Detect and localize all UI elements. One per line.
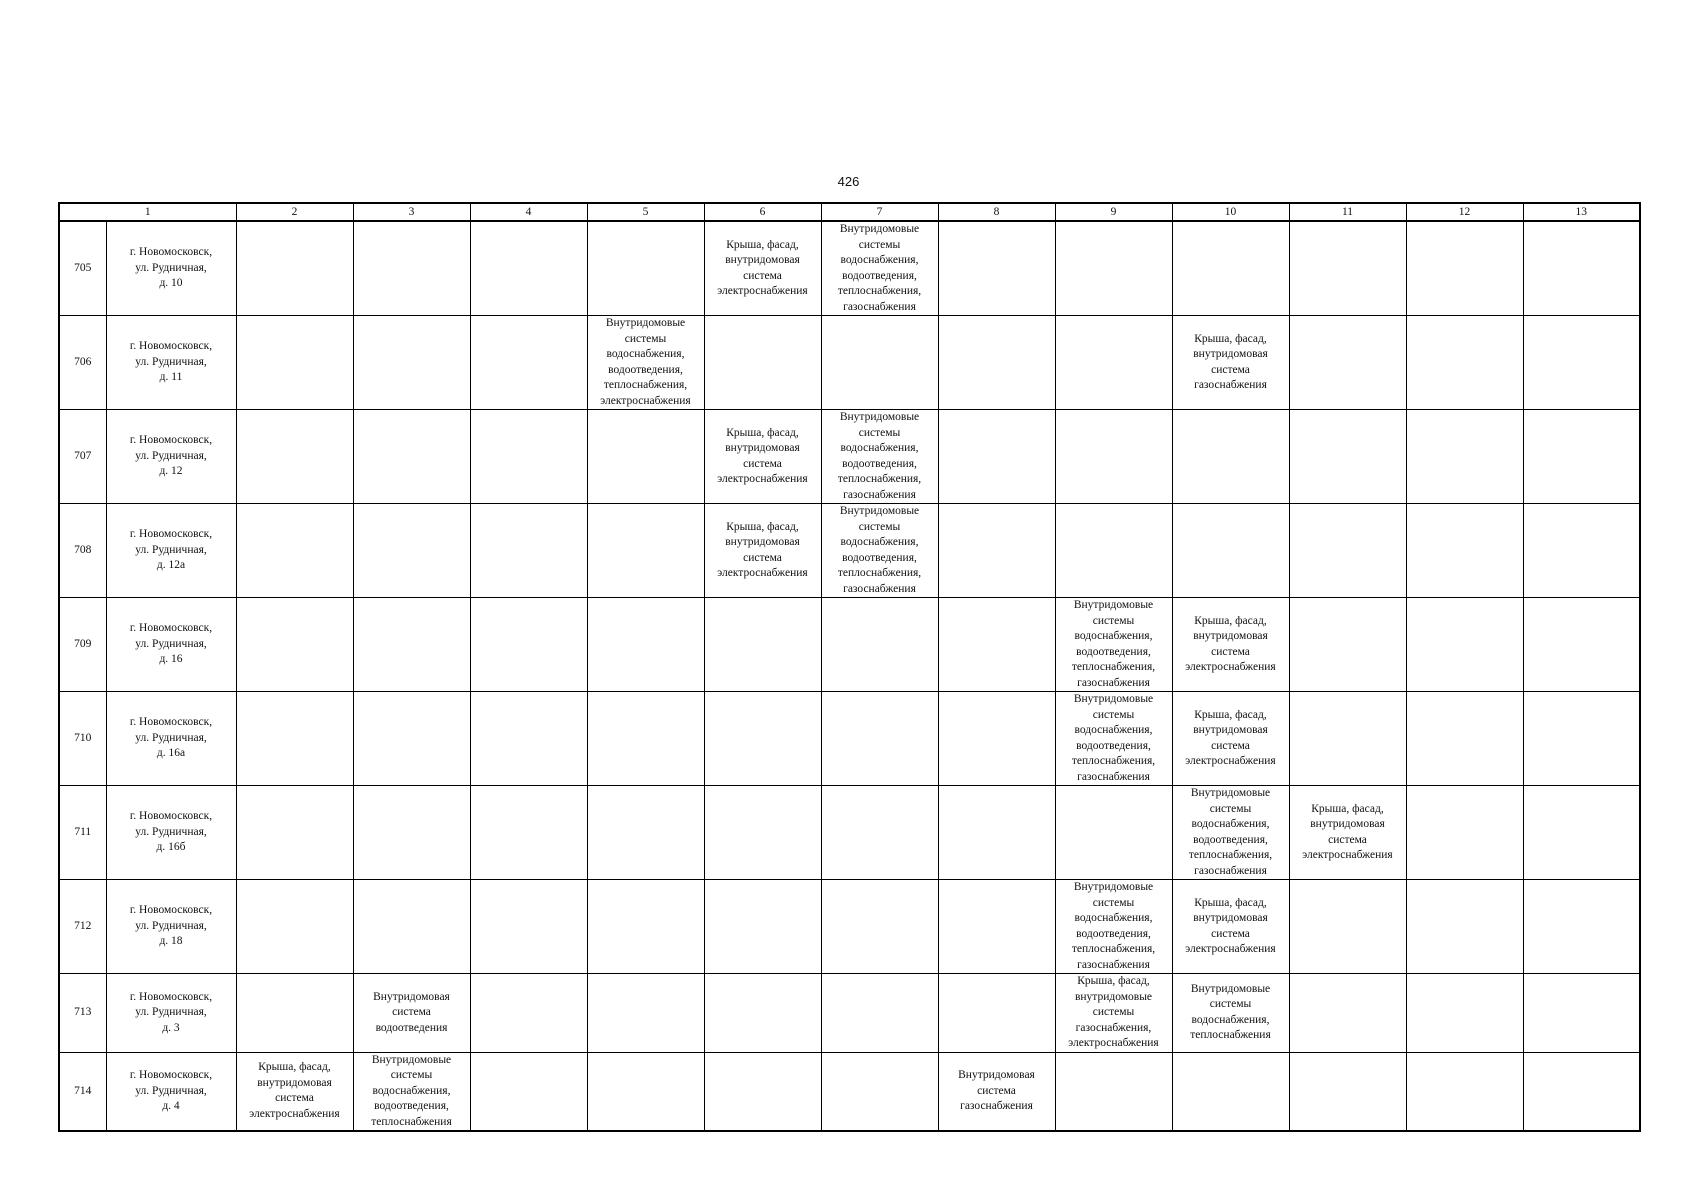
work-cell-col-8 (938, 410, 1055, 504)
table-row (59, 504, 1640, 598)
work-description: Внутридомовые системы водоснабжения, водоотведения, теплоснабжения, газоснабжения (837, 505, 922, 595)
work-cell-col-9 (1055, 316, 1172, 410)
work-cell-col-4 (470, 598, 587, 692)
table-row (59, 1052, 1640, 1131)
work-cell-col-12 (1406, 221, 1523, 316)
work-cell-col-2 (236, 410, 353, 504)
work-cell-col-12 (1406, 504, 1523, 598)
address-cell (106, 692, 236, 786)
work-cell-col-5 (587, 221, 704, 316)
work-description: Крыша, фасад, внутридомовая система электроснабжения (1185, 708, 1276, 767)
work-cell-col-3 (353, 692, 470, 786)
work-cell-col-10 (1172, 504, 1289, 598)
work-cell-col-9 (1055, 974, 1172, 1053)
work-cell-col-10 (1172, 221, 1289, 316)
address-cell (106, 880, 236, 974)
work-cell-col-13 (1523, 598, 1640, 692)
row-number: 705 (59, 221, 106, 316)
row-number: 714 (59, 1052, 106, 1131)
work-cell-col-9 (1055, 598, 1172, 692)
work-cell-col-5 (587, 598, 704, 692)
work-cell-col-9 (1055, 1052, 1172, 1131)
row-number: 707 (59, 410, 106, 504)
work-cell-col-3 (353, 880, 470, 974)
work-cell-col-6 (704, 221, 821, 316)
table-row (59, 880, 1640, 974)
work-cell-col-4 (470, 316, 587, 410)
row-number: 708 (59, 504, 106, 598)
work-cell-col-10 (1172, 1052, 1289, 1131)
work-cell-col-5 (587, 316, 704, 410)
address-cell (106, 316, 236, 410)
column-header-2: 2 (236, 203, 353, 221)
work-cell-col-13 (1523, 786, 1640, 880)
work-cell-col-5 (587, 504, 704, 598)
work-cell-col-7 (821, 786, 938, 880)
work-description: Крыша, фасад, внутридомовые системы газоснабжения, электроснабжения (1068, 975, 1159, 1049)
work-cell-col-6 (704, 598, 821, 692)
page-number: 426 (837, 174, 860, 189)
work-cell-col-7 (821, 316, 938, 410)
address-cell (106, 221, 236, 316)
work-cell-col-8 (938, 692, 1055, 786)
work-cell-col-2 (236, 598, 353, 692)
work-cell-col-11 (1289, 410, 1406, 504)
work-cell-col-11 (1289, 316, 1406, 410)
work-cell-col-7 (821, 410, 938, 504)
work-cell-col-12 (1406, 786, 1523, 880)
work-cell-col-7 (821, 880, 938, 974)
header-row (59, 203, 1640, 221)
work-cell-col-11 (1289, 692, 1406, 786)
address-text: г. Новомосковск, ул. Рудничная, д. 16 (129, 622, 213, 666)
address-text: г. Новомосковск, ул. Рудничная, д. 12 (129, 434, 213, 478)
address-cell (106, 598, 236, 692)
address-text: г. Новомосковск, ул. Рудничная, д. 3 (129, 990, 213, 1034)
address-cell (106, 504, 236, 598)
row-number: 706 (59, 316, 106, 410)
work-cell-col-10 (1172, 880, 1289, 974)
work-description: Крыша, фасад, внутридомовая система электроснабжения (717, 520, 808, 579)
table-body (59, 221, 1640, 1131)
work-cell-col-3 (353, 786, 470, 880)
work-cell-col-2 (236, 1052, 353, 1131)
work-description: Внутридомовые системы водоснабжения, водоотведения, теплоснабжения, газоснабжения (837, 411, 922, 501)
column-header-6: 6 (704, 203, 821, 221)
column-header-5: 5 (587, 203, 704, 221)
row-number: 711 (59, 786, 106, 880)
table-row (59, 692, 1640, 786)
work-cell-col-6 (704, 880, 821, 974)
work-cell-col-9 (1055, 410, 1172, 504)
work-cell-col-13 (1523, 974, 1640, 1053)
work-cell-col-8 (938, 1052, 1055, 1131)
work-cell-col-13 (1523, 316, 1640, 410)
work-cell-col-7 (821, 504, 938, 598)
address-text: г. Новомосковск, ул. Рудничная, д. 12а (129, 528, 213, 572)
work-cell-col-11 (1289, 598, 1406, 692)
work-cell-col-10 (1172, 410, 1289, 504)
work-cell-col-6 (704, 504, 821, 598)
work-description: Внутридомовые системы водоснабжения, водоотведения, теплоснабжения (371, 1053, 452, 1128)
column-header-10: 10 (1172, 203, 1289, 221)
column-header-9: 9 (1055, 203, 1172, 221)
work-cell-col-10 (1172, 598, 1289, 692)
work-cell-col-7 (821, 221, 938, 316)
work-cell-col-2 (236, 221, 353, 316)
work-cell-col-6 (704, 1052, 821, 1131)
work-cell-col-12 (1406, 316, 1523, 410)
address-text: г. Новомосковск, ул. Рудничная, д. 10 (129, 246, 213, 290)
address-text: г. Новомосковск, ул. Рудничная, д. 4 (129, 1069, 213, 1112)
work-cell-col-12 (1406, 974, 1523, 1053)
row-number: 712 (59, 880, 106, 974)
column-header-4: 4 (470, 203, 587, 221)
address-cell (106, 786, 236, 880)
work-cell-col-10 (1172, 974, 1289, 1053)
work-cell-col-5 (587, 1052, 704, 1131)
column-header-13: 13 (1523, 203, 1640, 221)
work-description: Внутридомовая система водоотведения (373, 990, 450, 1034)
work-description: Внутридомовые системы водоснабжения, теплоснабжения (1190, 982, 1271, 1042)
work-description: Крыша, фасад, внутридомовая система электроснабжения (1185, 896, 1276, 955)
row-number: 709 (59, 598, 106, 692)
work-cell-col-2 (236, 974, 353, 1053)
work-cell-col-7 (821, 974, 938, 1053)
work-cell-col-13 (1523, 880, 1640, 974)
work-description: Крыша, фасад, внутридомовая система электроснабжения (249, 1061, 340, 1120)
work-cell-col-8 (938, 880, 1055, 974)
table-row (59, 410, 1640, 504)
work-cell-col-12 (1406, 1052, 1523, 1131)
work-description: Внутридомовая система газоснабжения (958, 1069, 1035, 1112)
work-description: Крыша, фасад, внутридомовая система электроснабжения (1185, 614, 1276, 673)
work-cell-col-4 (470, 880, 587, 974)
work-cell-col-8 (938, 504, 1055, 598)
column-header-8: 8 (938, 203, 1055, 221)
work-cell-col-4 (470, 504, 587, 598)
work-cell-col-9 (1055, 786, 1172, 880)
work-cell-col-2 (236, 692, 353, 786)
work-cell-col-4 (470, 974, 587, 1053)
work-cell-col-8 (938, 598, 1055, 692)
column-header-7: 7 (821, 203, 938, 221)
work-cell-col-11 (1289, 221, 1406, 316)
work-cell-col-5 (587, 880, 704, 974)
work-cell-col-12 (1406, 880, 1523, 974)
work-cell-col-3 (353, 974, 470, 1053)
work-cell-col-2 (236, 880, 353, 974)
table-row (59, 786, 1640, 880)
work-cell-col-11 (1289, 974, 1406, 1053)
work-cell-col-12 (1406, 598, 1523, 692)
work-description: Внутридомовые системы водоснабжения, водоотведения, теплоснабжения, газоснабжения (837, 223, 922, 313)
work-cell-col-3 (353, 598, 470, 692)
work-description: Внутридомовые системы водоснабжения, водоотведения, теплоснабжения, газоснабжения (1071, 599, 1156, 689)
work-cell-col-12 (1406, 410, 1523, 504)
work-cell-col-5 (587, 974, 704, 1053)
work-cell-col-7 (821, 598, 938, 692)
work-cell-col-13 (1523, 504, 1640, 598)
work-cell-col-5 (587, 692, 704, 786)
work-cell-col-6 (704, 410, 821, 504)
address-text: г. Новомосковск, ул. Рудничная, д. 16б (129, 810, 213, 854)
work-cell-col-13 (1523, 1052, 1640, 1131)
address-cell (106, 1052, 236, 1131)
column-header-1: 1 (59, 203, 236, 221)
column-header-3: 3 (353, 203, 470, 221)
work-cell-col-13 (1523, 410, 1640, 504)
work-cell-col-4 (470, 692, 587, 786)
works-schedule-table (58, 202, 1641, 1132)
address-cell (106, 974, 236, 1053)
work-cell-col-7 (821, 1052, 938, 1131)
row-number: 710 (59, 692, 106, 786)
table-header (59, 203, 1640, 221)
work-cell-col-9 (1055, 221, 1172, 316)
work-description: Внутридомовые системы водоснабжения, водоотведения, теплоснабжения, газоснабжения (1188, 787, 1273, 877)
work-cell-col-8 (938, 316, 1055, 410)
work-cell-col-11 (1289, 880, 1406, 974)
work-cell-col-3 (353, 316, 470, 410)
column-header-11: 11 (1289, 203, 1406, 221)
table-row (59, 221, 1640, 316)
work-cell-col-4 (470, 1052, 587, 1131)
work-description: Внутридомовые системы водоснабжения, водоотведения, теплоснабжения, газоснабжения (1071, 693, 1156, 783)
work-description: Крыша, фасад, внутридомовая система электроснабжения (717, 238, 808, 297)
table-row (59, 598, 1640, 692)
work-cell-col-6 (704, 786, 821, 880)
work-cell-col-2 (236, 786, 353, 880)
work-cell-col-9 (1055, 504, 1172, 598)
work-description: Крыша, фасад, внутридомовая система электроснабжения (1302, 802, 1393, 861)
work-description: Крыша, фасад, внутридомовая система электроснабжения (717, 426, 808, 485)
work-cell-col-9 (1055, 692, 1172, 786)
work-cell-col-8 (938, 974, 1055, 1053)
work-description: Внутридомовые системы водоснабжения, водоотведения, теплоснабжения, электроснабжения (600, 317, 691, 407)
work-cell-col-11 (1289, 786, 1406, 880)
work-cell-col-4 (470, 221, 587, 316)
work-cell-col-6 (704, 692, 821, 786)
work-cell-col-2 (236, 504, 353, 598)
address-text: г. Новомосковск, ул. Рудничная, д. 18 (129, 904, 213, 948)
work-cell-col-6 (704, 316, 821, 410)
work-cell-col-3 (353, 504, 470, 598)
work-cell-col-5 (587, 786, 704, 880)
work-cell-col-2 (236, 316, 353, 410)
work-description: Крыша, фасад, внутридомовая система газоснабжения (1193, 332, 1268, 391)
work-cell-col-4 (470, 410, 587, 504)
column-header-12: 12 (1406, 203, 1523, 221)
work-cell-col-6 (704, 974, 821, 1053)
address-text: г. Новомосковск, ул. Рудничная, д. 16а (129, 716, 213, 760)
work-cell-col-10 (1172, 692, 1289, 786)
work-cell-col-8 (938, 221, 1055, 316)
work-cell-col-7 (821, 692, 938, 786)
work-cell-col-12 (1406, 692, 1523, 786)
work-cell-col-5 (587, 410, 704, 504)
table-row (59, 316, 1640, 410)
work-cell-col-8 (938, 786, 1055, 880)
work-cell-col-11 (1289, 1052, 1406, 1131)
row-number: 713 (59, 974, 106, 1053)
work-cell-col-11 (1289, 504, 1406, 598)
work-cell-col-9 (1055, 880, 1172, 974)
work-cell-col-3 (353, 221, 470, 316)
table-row (59, 974, 1640, 1053)
work-cell-col-10 (1172, 316, 1289, 410)
address-text: г. Новомосковск, ул. Рудничная, д. 11 (129, 340, 213, 384)
work-cell-col-13 (1523, 221, 1640, 316)
work-description: Внутридомовые системы водоснабжения, водоотведения, теплоснабжения, газоснабжения (1071, 881, 1156, 971)
work-cell-col-10 (1172, 786, 1289, 880)
address-cell (106, 410, 236, 504)
work-cell-col-4 (470, 786, 587, 880)
work-cell-col-3 (353, 410, 470, 504)
work-cell-col-3 (353, 1052, 470, 1131)
work-cell-col-13 (1523, 692, 1640, 786)
